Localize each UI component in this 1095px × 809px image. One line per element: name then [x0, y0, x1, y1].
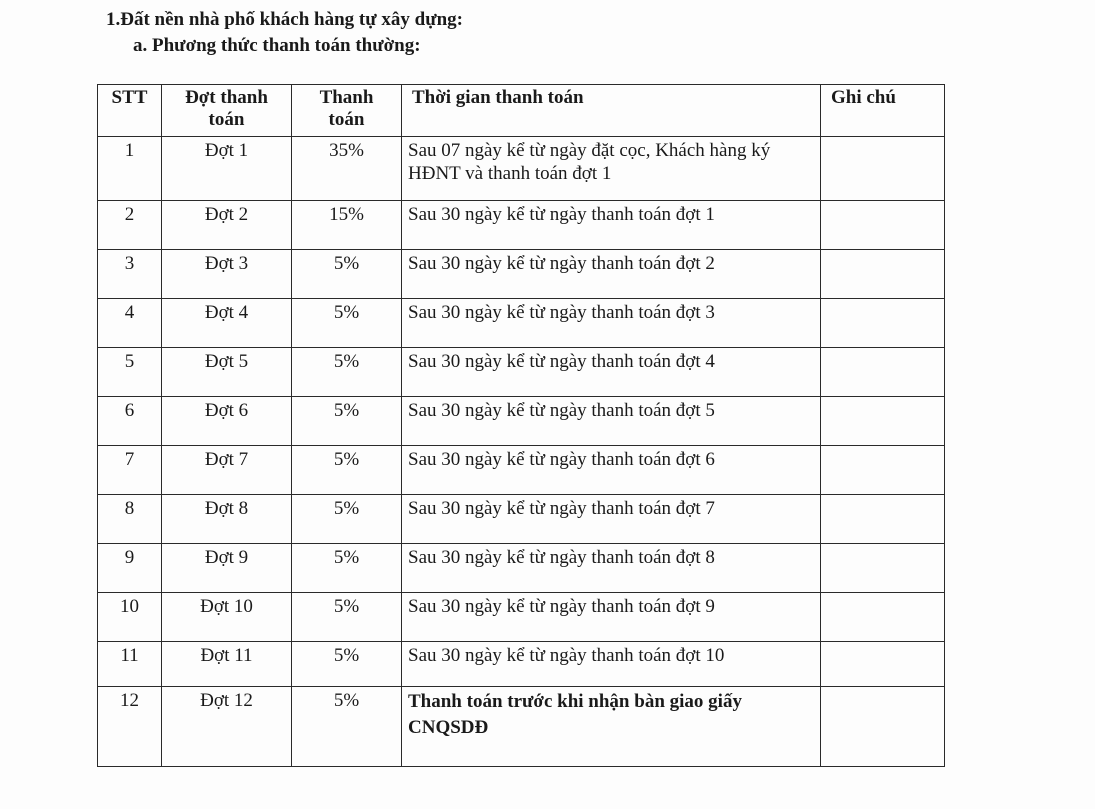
table-row	[98, 348, 945, 397]
header-dot-line1: Đợt thanh	[185, 87, 268, 108]
table-header-row	[98, 85, 945, 137]
header-dot-line2: toán	[208, 109, 245, 130]
cell-stt: 7	[98, 446, 162, 495]
cell-stt: 12	[98, 687, 162, 767]
cell-note	[821, 593, 945, 642]
header-dot	[162, 85, 292, 137]
cell-dot: Đợt 5	[162, 348, 292, 397]
cell-time: Sau 30 ngày kể từ ngày thanh toán đợt 5	[402, 397, 821, 446]
table-row	[98, 397, 945, 446]
cell-note	[821, 250, 945, 299]
cell-percent: 5%	[292, 495, 402, 544]
cell-stt: 3	[98, 250, 162, 299]
cell-dot: Đợt 2	[162, 201, 292, 250]
cell-dot: Đợt 3	[162, 250, 292, 299]
table-row	[98, 687, 945, 767]
table-row	[98, 201, 945, 250]
cell-stt: 4	[98, 299, 162, 348]
cell-percent: 5%	[292, 348, 402, 397]
cell-time: Sau 30 ngày kể từ ngày thanh toán đợt 7	[402, 495, 821, 544]
table-row	[98, 446, 945, 495]
cell-dot: Đợt 8	[162, 495, 292, 544]
table-row	[98, 137, 945, 201]
section-heading: 1.Đất nền nhà phố khách hàng tự xây dựng:	[106, 9, 463, 30]
cell-percent: 15%	[292, 201, 402, 250]
cell-note	[821, 299, 945, 348]
table-row	[98, 495, 945, 544]
cell-time: Sau 30 ngày kể từ ngày thanh toán đợt 2	[402, 250, 821, 299]
cell-time: Sau 30 ngày kể từ ngày thanh toán đợt 6	[402, 446, 821, 495]
cell-dot: Đợt 1	[162, 137, 292, 201]
section-subheading: a. Phương thức thanh toán thường:	[133, 35, 421, 56]
header-percent	[292, 85, 402, 137]
table-row	[98, 299, 945, 348]
cell-percent: 5%	[292, 299, 402, 348]
cell-stt: 10	[98, 593, 162, 642]
cell-stt: 8	[98, 495, 162, 544]
cell-time: Sau 30 ngày kể từ ngày thanh toán đợt 10	[402, 642, 821, 687]
header-time: Thời gian thanh toán	[402, 85, 821, 137]
cell-time: Sau 07 ngày kể từ ngày đặt cọc, Khách hàng ký HĐNT và thanh toán đợt 1	[402, 137, 821, 201]
cell-dot: Đợt 10	[162, 593, 292, 642]
table-row	[98, 593, 945, 642]
cell-percent: 5%	[292, 397, 402, 446]
cell-percent: 5%	[292, 687, 402, 767]
cell-time: Sau 30 ngày kể từ ngày thanh toán đợt 1	[402, 201, 821, 250]
cell-note	[821, 137, 945, 201]
cell-time: Sau 30 ngày kể từ ngày thanh toán đợt 9	[402, 593, 821, 642]
cell-note	[821, 687, 945, 767]
cell-stt: 6	[98, 397, 162, 446]
table-row	[98, 250, 945, 299]
cell-note	[821, 544, 945, 593]
cell-time: Sau 30 ngày kể từ ngày thanh toán đợt 3	[402, 299, 821, 348]
table-row	[98, 642, 945, 687]
payment-schedule-table	[97, 84, 945, 767]
cell-time: Sau 30 ngày kể từ ngày thanh toán đợt 8	[402, 544, 821, 593]
cell-percent: 35%	[292, 137, 402, 201]
cell-time: Sau 30 ngày kể từ ngày thanh toán đợt 4	[402, 348, 821, 397]
cell-percent: 5%	[292, 544, 402, 593]
cell-stt: 11	[98, 642, 162, 687]
header-note: Ghi chú	[821, 85, 945, 137]
cell-note	[821, 397, 945, 446]
header-percent-line1: Thanh	[319, 87, 374, 108]
cell-note	[821, 201, 945, 250]
cell-stt: 1	[98, 137, 162, 201]
cell-percent: 5%	[292, 446, 402, 495]
cell-note	[821, 348, 945, 397]
cell-percent: 5%	[292, 593, 402, 642]
cell-stt: 2	[98, 201, 162, 250]
cell-percent: 5%	[292, 642, 402, 687]
cell-stt: 9	[98, 544, 162, 593]
cell-dot: Đợt 12	[162, 687, 292, 767]
header-stt: STT	[98, 85, 162, 137]
cell-percent: 5%	[292, 250, 402, 299]
cell-dot: Đợt 6	[162, 397, 292, 446]
cell-note	[821, 495, 945, 544]
header-percent-line2: toán	[328, 109, 365, 130]
cell-dot: Đợt 9	[162, 544, 292, 593]
table-row	[98, 544, 945, 593]
cell-dot: Đợt 11	[162, 642, 292, 687]
cell-dot: Đợt 4	[162, 299, 292, 348]
cell-note	[821, 446, 945, 495]
cell-note	[821, 642, 945, 687]
cell-time: Thanh toán trước khi nhận bàn giao giấy CNQSDĐ	[402, 687, 821, 767]
cell-dot: Đợt 7	[162, 446, 292, 495]
cell-stt: 5	[98, 348, 162, 397]
